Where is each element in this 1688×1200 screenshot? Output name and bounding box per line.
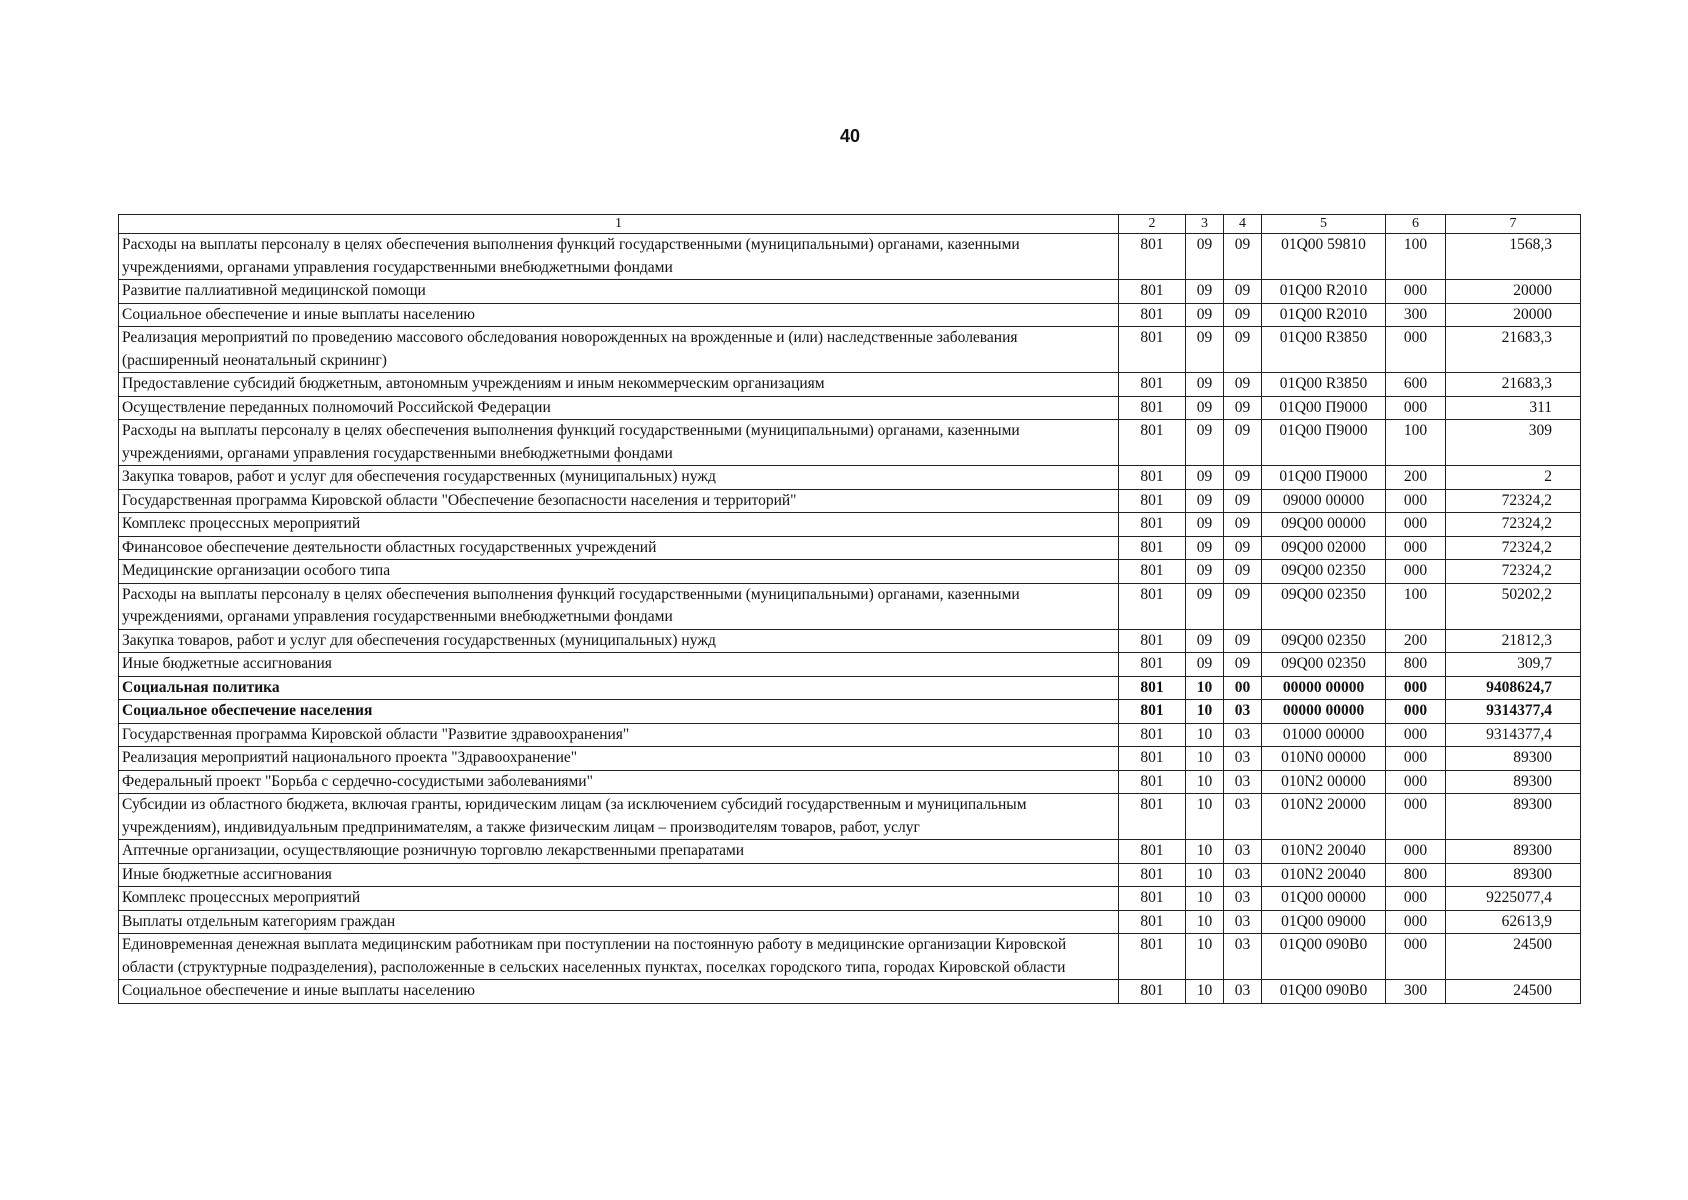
row-name-cell: Финансовое обеспечение деятельности областных государственных учреждений <box>119 536 1119 560</box>
row-code-cell-c6: 000 <box>1386 280 1446 304</box>
row-name-cell: Социальное обеспечение и иные выплаты населению <box>119 980 1119 1004</box>
row-code-cell-c3: 10 <box>1186 770 1224 794</box>
row-code-cell-c7: 89300 <box>1446 840 1581 864</box>
row-code-cell-c5: 010N2 20040 <box>1262 863 1386 887</box>
header-row <box>119 215 1581 234</box>
row-code-cell-c6: 000 <box>1386 536 1446 560</box>
row-code-cell-c7: 72324,2 <box>1446 489 1581 513</box>
row-code-cell-c2: 801 <box>1119 327 1186 373</box>
row-code-cell-c6: 000 <box>1386 770 1446 794</box>
row-code-cell-c4: 09 <box>1224 420 1262 466</box>
table-row <box>119 700 1581 724</box>
row-code-cell-c6: 000 <box>1386 489 1446 513</box>
row-code-cell-c6: 300 <box>1386 303 1446 327</box>
row-code-cell-c5: 09Q00 02350 <box>1262 560 1386 584</box>
row-code-cell-c4: 09 <box>1224 513 1262 537</box>
row-code-cell-c4: 09 <box>1224 583 1262 629</box>
row-code-cell-c3: 10 <box>1186 676 1224 700</box>
row-code-cell-c6: 000 <box>1386 513 1446 537</box>
row-code-cell-c3: 09 <box>1186 280 1224 304</box>
row-code-cell-c4: 00 <box>1224 676 1262 700</box>
table-row <box>119 536 1581 560</box>
row-code-cell-c5: 01Q00 59810 <box>1262 234 1386 280</box>
row-code-cell-c7: 50202,2 <box>1446 583 1581 629</box>
row-code-cell-c6: 100 <box>1386 234 1446 280</box>
row-code-cell-c4: 09 <box>1224 560 1262 584</box>
row-code-cell-c6: 100 <box>1386 420 1446 466</box>
row-code-cell-c5: 09Q00 02000 <box>1262 536 1386 560</box>
row-name-cell: Аптечные организации, осуществляющие розничную торговлю лекарственными препаратами <box>119 840 1119 864</box>
row-name-cell: Иные бюджетные ассигнования <box>119 653 1119 677</box>
row-code-cell-c3: 09 <box>1186 396 1224 420</box>
row-code-cell-c6: 800 <box>1386 863 1446 887</box>
row-code-cell-c2: 801 <box>1119 536 1186 560</box>
row-name-cell: Комплекс процессных мероприятий <box>119 887 1119 911</box>
table-body <box>119 234 1581 1004</box>
row-code-cell-c7: 89300 <box>1446 863 1581 887</box>
row-code-cell-c4: 03 <box>1224 980 1262 1004</box>
row-code-cell-c4: 03 <box>1224 934 1262 980</box>
row-code-cell-c3: 10 <box>1186 747 1224 771</box>
row-code-cell-c4: 03 <box>1224 700 1262 724</box>
row-code-cell-c5: 01000 00000 <box>1262 723 1386 747</box>
row-code-cell-c5: 01Q00 09000 <box>1262 910 1386 934</box>
budget-table <box>118 214 1581 1004</box>
row-code-cell-c5: 09000 00000 <box>1262 489 1386 513</box>
row-code-cell-c4: 03 <box>1224 770 1262 794</box>
row-code-cell-c2: 801 <box>1119 840 1186 864</box>
row-code-cell-c3: 10 <box>1186 887 1224 911</box>
row-code-cell-c4: 03 <box>1224 747 1262 771</box>
row-code-cell-c4: 03 <box>1224 910 1262 934</box>
row-code-cell-c5: 09Q00 02350 <box>1262 583 1386 629</box>
row-code-cell-c2: 801 <box>1119 513 1186 537</box>
row-code-cell-c7: 309 <box>1446 420 1581 466</box>
row-code-cell-c2: 801 <box>1119 303 1186 327</box>
row-name-cell: Социальная политика <box>119 676 1119 700</box>
row-code-cell-c7: 20000 <box>1446 280 1581 304</box>
row-code-cell-c3: 09 <box>1186 373 1224 397</box>
table-row <box>119 770 1581 794</box>
row-name-cell: Реализация мероприятий по проведению массового обследования новорожденных на врожденные и (или) наследственные заболевания (расширенный неонатальный скрининг) <box>119 327 1119 373</box>
row-code-cell-c3: 10 <box>1186 910 1224 934</box>
row-code-cell-c3: 09 <box>1186 583 1224 629</box>
table-row <box>119 513 1581 537</box>
table-row <box>119 840 1581 864</box>
row-code-cell-c7: 9314377,4 <box>1446 700 1581 724</box>
row-name-cell: Социальное обеспечение населения <box>119 700 1119 724</box>
row-code-cell-c4: 03 <box>1224 863 1262 887</box>
row-code-cell-c4: 09 <box>1224 466 1262 490</box>
table-row <box>119 934 1581 980</box>
row-code-cell-c7: 20000 <box>1446 303 1581 327</box>
table-row <box>119 373 1581 397</box>
row-name-cell: Государственная программа Кировской области "Развитие здравоохранения" <box>119 723 1119 747</box>
header-cell: 4 <box>1224 215 1262 234</box>
row-code-cell-c3: 10 <box>1186 723 1224 747</box>
row-code-cell-c2: 801 <box>1119 747 1186 771</box>
row-code-cell-c5: 09Q00 02350 <box>1262 653 1386 677</box>
row-code-cell-c4: 09 <box>1224 234 1262 280</box>
row-code-cell-c7: 1568,3 <box>1446 234 1581 280</box>
row-code-cell-c4: 03 <box>1224 840 1262 864</box>
row-code-cell-c6: 000 <box>1386 910 1446 934</box>
row-code-cell-c2: 801 <box>1119 373 1186 397</box>
table-row <box>119 653 1581 677</box>
row-code-cell-c5: 01Q00 00000 <box>1262 887 1386 911</box>
row-code-cell-c3: 09 <box>1186 653 1224 677</box>
row-code-cell-c2: 801 <box>1119 234 1186 280</box>
row-code-cell-c2: 801 <box>1119 396 1186 420</box>
table-row <box>119 794 1581 840</box>
row-code-cell-c7: 309,7 <box>1446 653 1581 677</box>
table-row <box>119 489 1581 513</box>
table-row <box>119 583 1581 629</box>
row-code-cell-c4: 09 <box>1224 280 1262 304</box>
row-code-cell-c2: 801 <box>1119 910 1186 934</box>
row-code-cell-c2: 801 <box>1119 887 1186 911</box>
row-code-cell-c7: 21683,3 <box>1446 373 1581 397</box>
row-code-cell-c4: 03 <box>1224 794 1262 840</box>
row-code-cell-c7: 9225077,4 <box>1446 887 1581 911</box>
row-code-cell-c6: 000 <box>1386 887 1446 911</box>
row-name-cell: Предоставление субсидий бюджетным, автономным учреждениям и иным некоммерческим организациям <box>119 373 1119 397</box>
row-code-cell-c6: 000 <box>1386 794 1446 840</box>
row-code-cell-c5: 01Q00 R2010 <box>1262 303 1386 327</box>
row-code-cell-c7: 21683,3 <box>1446 327 1581 373</box>
table-row <box>119 629 1581 653</box>
row-code-cell-c5: 010N2 20040 <box>1262 840 1386 864</box>
table-row <box>119 560 1581 584</box>
table-row <box>119 723 1581 747</box>
row-name-cell: Выплаты отдельным категориям граждан <box>119 910 1119 934</box>
row-code-cell-c2: 801 <box>1119 770 1186 794</box>
row-code-cell-c7: 2 <box>1446 466 1581 490</box>
row-code-cell-c3: 09 <box>1186 560 1224 584</box>
row-code-cell-c6: 300 <box>1386 980 1446 1004</box>
row-code-cell-c3: 10 <box>1186 840 1224 864</box>
row-code-cell-c2: 801 <box>1119 466 1186 490</box>
header-cell: 1 <box>119 215 1119 234</box>
row-name-cell: Единовременная денежная выплата медицинским работникам при поступлении на постоянную работу в медицинские организации Кировской области (структурные подразделения), расположенные в сельских населенных пунктах, поселках городского типа, городах Кировской области <box>119 934 1119 980</box>
row-code-cell-c5: 01Q00 090B0 <box>1262 934 1386 980</box>
row-code-cell-c2: 801 <box>1119 794 1186 840</box>
row-code-cell-c3: 09 <box>1186 629 1224 653</box>
row-code-cell-c3: 09 <box>1186 536 1224 560</box>
row-code-cell-c6: 100 <box>1386 583 1446 629</box>
row-code-cell-c3: 10 <box>1186 863 1224 887</box>
row-code-cell-c7: 89300 <box>1446 770 1581 794</box>
page-number: 40 <box>840 126 861 146</box>
table-row <box>119 910 1581 934</box>
row-code-cell-c4: 03 <box>1224 723 1262 747</box>
row-name-cell: Закупка товаров, работ и услуг для обеспечения государственных (муниципальных) нужд <box>119 466 1119 490</box>
row-code-cell-c7: 24500 <box>1446 980 1581 1004</box>
row-code-cell-c6: 000 <box>1386 560 1446 584</box>
row-code-cell-c4: 09 <box>1224 629 1262 653</box>
row-code-cell-c2: 801 <box>1119 489 1186 513</box>
row-code-cell-c6: 800 <box>1386 653 1446 677</box>
row-code-cell-c6: 000 <box>1386 396 1446 420</box>
row-code-cell-c7: 72324,2 <box>1446 536 1581 560</box>
row-code-cell-c7: 89300 <box>1446 794 1581 840</box>
row-code-cell-c5: 010N2 20000 <box>1262 794 1386 840</box>
row-code-cell-c3: 09 <box>1186 489 1224 513</box>
row-code-cell-c4: 09 <box>1224 536 1262 560</box>
table-row <box>119 420 1581 466</box>
row-code-cell-c5: 01Q00 П9000 <box>1262 420 1386 466</box>
row-code-cell-c3: 09 <box>1186 513 1224 537</box>
row-code-cell-c6: 600 <box>1386 373 1446 397</box>
row-code-cell-c7: 72324,2 <box>1446 560 1581 584</box>
row-code-cell-c6: 000 <box>1386 934 1446 980</box>
header-cell: 6 <box>1386 215 1446 234</box>
row-name-cell: Расходы на выплаты персоналу в целях обеспечения выполнения функций государственными (муниципальными) органами, казенными учреждениями, органами управления государственными внебюджетными фондами <box>119 420 1119 466</box>
row-code-cell-c5: 01Q00 090B0 <box>1262 980 1386 1004</box>
row-code-cell-c2: 801 <box>1119 934 1186 980</box>
row-code-cell-c3: 10 <box>1186 934 1224 980</box>
row-code-cell-c5: 010N0 00000 <box>1262 747 1386 771</box>
row-code-cell-c4: 09 <box>1224 396 1262 420</box>
row-code-cell-c2: 801 <box>1119 676 1186 700</box>
row-code-cell-c3: 10 <box>1186 794 1224 840</box>
row-code-cell-c2: 801 <box>1119 420 1186 466</box>
row-code-cell-c2: 801 <box>1119 583 1186 629</box>
row-code-cell-c7: 9408624,7 <box>1446 676 1581 700</box>
row-name-cell: Реализация мероприятий национального проекта "Здравоохранение" <box>119 747 1119 771</box>
table-row <box>119 747 1581 771</box>
row-name-cell: Федеральный проект "Борьба с сердечно-сосудистыми заболеваниями" <box>119 770 1119 794</box>
table-row <box>119 980 1581 1004</box>
table-row <box>119 303 1581 327</box>
row-code-cell-c3: 09 <box>1186 420 1224 466</box>
row-code-cell-c2: 801 <box>1119 863 1186 887</box>
row-name-cell: Расходы на выплаты персоналу в целях обеспечения выполнения функций государственными (муниципальными) органами, казенными учреждениями, органами управления государственными внебюджетными фондами <box>119 583 1119 629</box>
row-name-cell: Расходы на выплаты персоналу в целях обеспечения выполнения функций государственными (муниципальными) органами, казенными учреждениями, органами управления государственными внебюджетными фондами <box>119 234 1119 280</box>
row-name-cell: Иные бюджетные ассигнования <box>119 863 1119 887</box>
row-name-cell: Комплекс процессных мероприятий <box>119 513 1119 537</box>
row-code-cell-c5: 09Q00 00000 <box>1262 513 1386 537</box>
row-code-cell-c3: 09 <box>1186 327 1224 373</box>
row-code-cell-c6: 000 <box>1386 700 1446 724</box>
row-code-cell-c4: 09 <box>1224 489 1262 513</box>
header-cell: 7 <box>1446 215 1581 234</box>
row-name-cell: Осуществление переданных полномочий Российской Федерации <box>119 396 1119 420</box>
row-code-cell-c5: 010N2 00000 <box>1262 770 1386 794</box>
row-code-cell-c7: 62613,9 <box>1446 910 1581 934</box>
row-code-cell-c7: 21812,3 <box>1446 629 1581 653</box>
row-code-cell-c4: 09 <box>1224 303 1262 327</box>
row-code-cell-c5: 01Q00 R3850 <box>1262 373 1386 397</box>
row-code-cell-c2: 801 <box>1119 723 1186 747</box>
row-code-cell-c5: 09Q00 02350 <box>1262 629 1386 653</box>
row-code-cell-c5: 01Q00 R2010 <box>1262 280 1386 304</box>
table-row <box>119 466 1581 490</box>
row-name-cell: Социальное обеспечение и иные выплаты населению <box>119 303 1119 327</box>
row-code-cell-c3: 10 <box>1186 700 1224 724</box>
row-code-cell-c7: 9314377,4 <box>1446 723 1581 747</box>
row-code-cell-c6: 200 <box>1386 629 1446 653</box>
row-name-cell: Государственная программа Кировской области "Обеспечение безопасности населения и территорий" <box>119 489 1119 513</box>
row-code-cell-c7: 89300 <box>1446 747 1581 771</box>
header-cell: 3 <box>1186 215 1224 234</box>
row-code-cell-c7: 72324,2 <box>1446 513 1581 537</box>
row-code-cell-c4: 09 <box>1224 373 1262 397</box>
row-code-cell-c2: 801 <box>1119 629 1186 653</box>
header-cell: 5 <box>1262 215 1386 234</box>
row-code-cell-c2: 801 <box>1119 980 1186 1004</box>
row-code-cell-c2: 801 <box>1119 700 1186 724</box>
table-row <box>119 863 1581 887</box>
row-name-cell: Развитие паллиативной медицинской помощи <box>119 280 1119 304</box>
row-code-cell-c3: 10 <box>1186 980 1224 1004</box>
table-row <box>119 396 1581 420</box>
row-code-cell-c2: 801 <box>1119 560 1186 584</box>
row-code-cell-c5: 00000 00000 <box>1262 676 1386 700</box>
row-code-cell-c6: 000 <box>1386 676 1446 700</box>
row-code-cell-c6: 200 <box>1386 466 1446 490</box>
row-code-cell-c6: 000 <box>1386 723 1446 747</box>
header-cell: 2 <box>1119 215 1186 234</box>
row-code-cell-c5: 01Q00 П9000 <box>1262 466 1386 490</box>
row-name-cell: Медицинские организации особого типа <box>119 560 1119 584</box>
row-code-cell-c5: 00000 00000 <box>1262 700 1386 724</box>
row-code-cell-c4: 09 <box>1224 653 1262 677</box>
row-code-cell-c2: 801 <box>1119 280 1186 304</box>
row-name-cell: Закупка товаров, работ и услуг для обеспечения государственных (муниципальных) нужд <box>119 629 1119 653</box>
row-code-cell-c3: 09 <box>1186 303 1224 327</box>
table-row <box>119 676 1581 700</box>
row-code-cell-c6: 000 <box>1386 747 1446 771</box>
row-code-cell-c7: 311 <box>1446 396 1581 420</box>
row-code-cell-c7: 24500 <box>1446 934 1581 980</box>
row-code-cell-c6: 000 <box>1386 840 1446 864</box>
row-code-cell-c5: 01Q00 П9000 <box>1262 396 1386 420</box>
row-code-cell-c4: 09 <box>1224 327 1262 373</box>
row-code-cell-c6: 000 <box>1386 327 1446 373</box>
table-row <box>119 280 1581 304</box>
row-name-cell: Субсидии из областного бюджета, включая гранты, юридическим лицам (за исключением субсидий государственным и муниципальным учреждениям), индивидуальным предпринимателям, а также физическим лицам – производителям товаров, работ, услуг <box>119 794 1119 840</box>
row-code-cell-c5: 01Q00 R3850 <box>1262 327 1386 373</box>
row-code-cell-c3: 09 <box>1186 234 1224 280</box>
table-row <box>119 234 1581 280</box>
table-row <box>119 327 1581 373</box>
row-code-cell-c3: 09 <box>1186 466 1224 490</box>
row-code-cell-c4: 03 <box>1224 887 1262 911</box>
table-row <box>119 887 1581 911</box>
row-code-cell-c2: 801 <box>1119 653 1186 677</box>
